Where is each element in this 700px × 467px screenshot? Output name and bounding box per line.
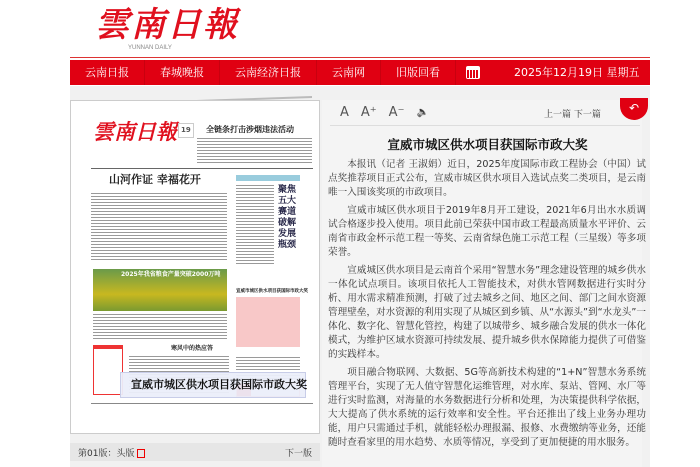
headline[interactable]: 山河作证 幸福花开	[109, 173, 201, 186]
font-normal-button[interactable]: A	[340, 105, 349, 120]
nav-yunnan-net[interactable]: 云南网	[317, 60, 381, 85]
current-date: 2025年12月19日 星期五	[514, 66, 640, 79]
paper-logo: 雲南日報	[93, 119, 177, 144]
current-page-link[interactable]: 第01版：头版	[78, 446, 145, 459]
nav-yunnan-daily[interactable]: 云南日报	[70, 60, 145, 85]
font-decrease-button[interactable]: A⁻	[388, 105, 405, 120]
nav-chuncheng-evening[interactable]: 春城晚报	[145, 60, 220, 85]
divider	[70, 57, 650, 58]
divider	[330, 125, 640, 126]
issue-number: 19	[178, 123, 194, 138]
next-page-link[interactable]: 下一版	[284, 448, 312, 459]
next-article-link[interactable]: 下一篇	[573, 110, 601, 120]
article-title: 宣威市城区供水项目获国际市政大奖	[387, 137, 588, 152]
top-nav	[70, 60, 650, 85]
headline[interactable]: 宣威市城区供水项目获国际市政大奖	[236, 289, 308, 294]
nav-yunnan-economic-daily[interactable]: 云南经济日报	[220, 60, 317, 85]
yunnan-daily-logo[interactable]: 雲南日報	[95, 5, 239, 45]
pdf-icon[interactable]	[137, 449, 145, 458]
font-increase-button[interactable]: A⁺	[360, 105, 377, 120]
logo-english: YUNNAN DAILY	[128, 45, 172, 51]
paragraph: 项目融合物联网、大数据、5G等高新技术构建的“1+N”智慧水务系统管理平台，实现了无人值守智慧化运维管理，对水库、泵站、管网、水厂等进行实时监测，对海量的水务数据进行分析和处理，为决策提供科学依据，大大提高了供水系统的运行效率和安全性。平台还推出了线上业务办理功能，用户只需通过手机，就能轻松办理报漏、报修、水费缴纳等业务，还能随时查看家里的用水趋势、水质等情况，享受到了更加便捷的用水服务。	[328, 367, 646, 448]
calendar-icon[interactable]	[466, 66, 480, 79]
headline[interactable]: 全链条打击涉烟违法活动	[206, 125, 294, 134]
paragraph: 本报讯（记者 王淑娟）近日，2025年度国际市政工程协会（中国）试点奖推荐项目正式公布，宣威市城区供水项目入选试点奖二类项目，是云南唯一入围该奖项的市政项目。	[328, 159, 646, 198]
hover-tooltip[interactable]: 宣威市城区供水项目获国际市政大奖	[120, 372, 306, 398]
prev-article-link[interactable]: 上一篇	[544, 110, 572, 120]
headline[interactable]: 2025年我省粮食产量突破2000万吨	[121, 271, 221, 278]
article-nav	[544, 109, 601, 121]
page-footer	[70, 443, 320, 461]
nav-old-version[interactable]: 旧版回看	[381, 60, 456, 85]
headline[interactable]: 寒风中的热应答	[171, 345, 214, 352]
back-button[interactable]: ↶	[620, 98, 648, 120]
paragraph: 宣威城区供水项目是云南首个采用“智慧水务”理念建设管理的城乡供水一体化试点项目。该项目依托人工智能技术，对供水管网数据进行实时分析、用水需求精准预测，打破了过去城乡之间、地区之间、部门之间水资源管理壁垒，对水资源的利用实现了从城区到乡镇、从“水源头”到“水龙头”一体化、数字化、智慧化管控，构建了以城带乡、城乡融合发展的供水一体化模式，为维护区域水资源可持续发展、提升城乡供水保障能力提供了可借鉴的实践样本。	[328, 265, 646, 360]
paragraph: 宣威市城区供水项目于2019年8月开工建设，2021年6月出水水质调试合格逐步投入使用。项目此前已荣获中国市政工程最高质量水平评价、云南省市政金杯示范工程一等奖、云南省绿色施工示范工程（三星级）等多项荣誉。	[328, 205, 646, 258]
font-toolbar	[340, 105, 429, 121]
headline[interactable]: 聚焦五大赛道 破解发展瓶颈	[278, 185, 297, 250]
speaker-icon[interactable]: 🔈	[416, 107, 429, 118]
article-body	[328, 158, 646, 454]
